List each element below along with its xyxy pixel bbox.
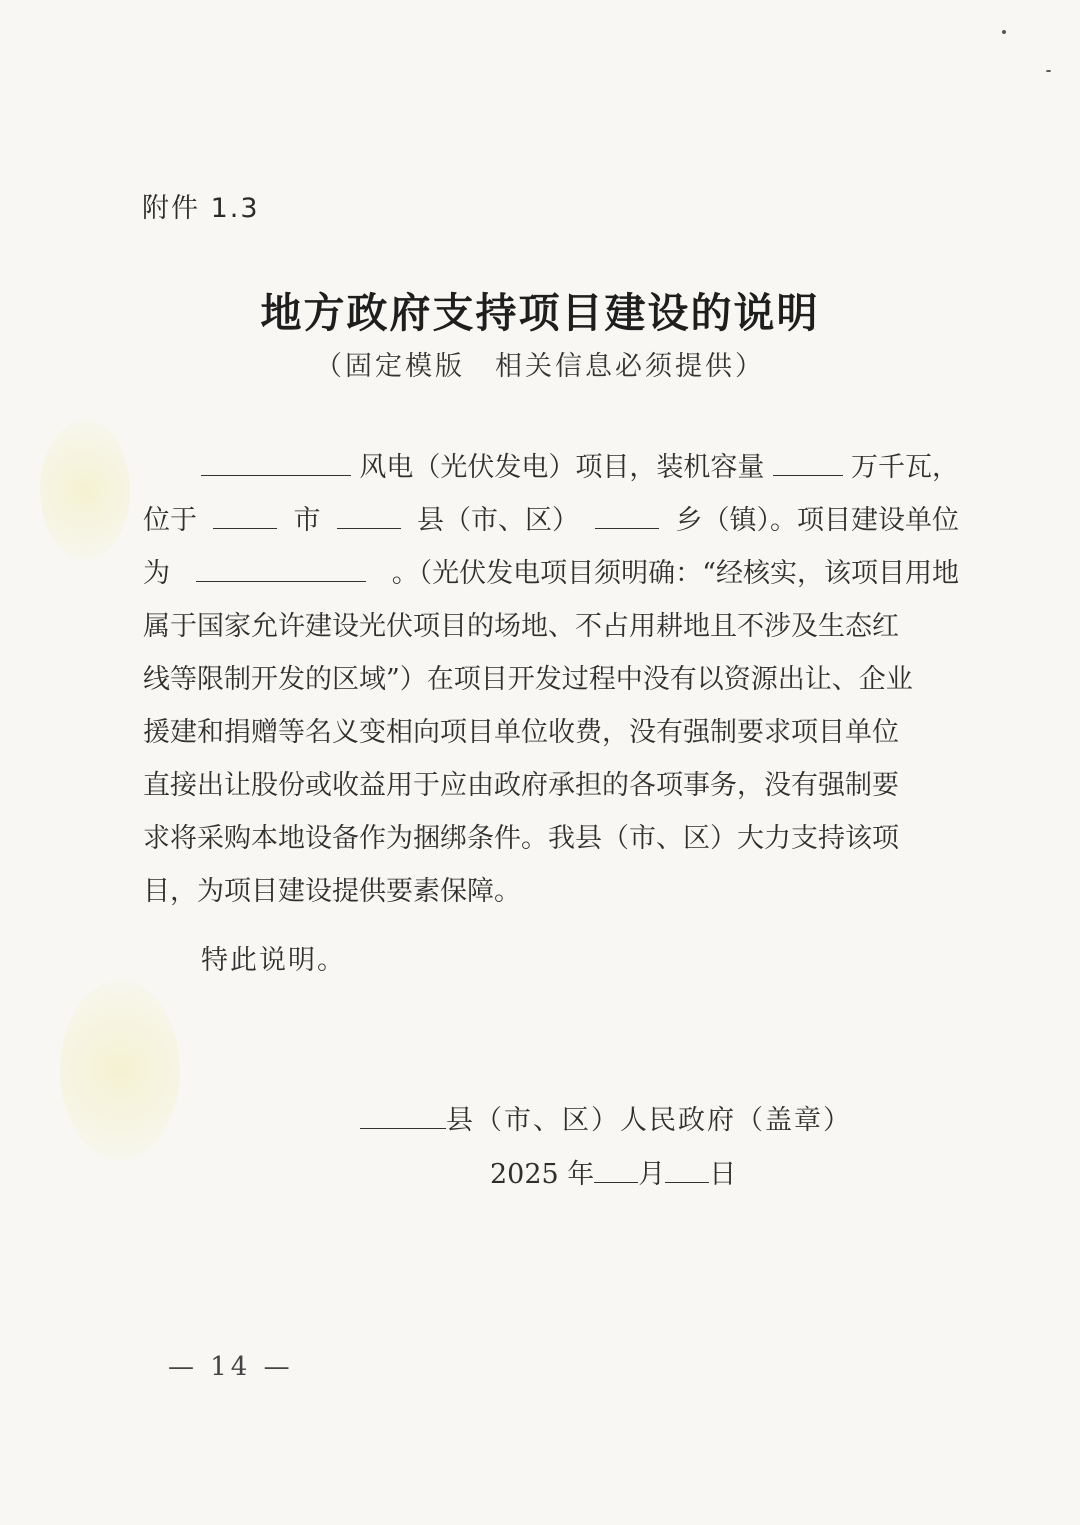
date-year: 2025 年: [490, 1159, 595, 1190]
body-line: [143, 551, 959, 604]
body-line: [143, 445, 959, 498]
body-line: [143, 869, 959, 922]
body-text: 援建和捐赠等名义变相向项目单位收费，没有强制要求项目单位: [143, 717, 899, 748]
body-line: [143, 498, 959, 551]
paper-stain: [40, 420, 130, 560]
date-month: 月: [638, 1159, 666, 1190]
capacity-blank: [773, 453, 843, 476]
paper-speck: [1046, 70, 1051, 72]
body-text: 求将采购本地设备作为捆绑条件。我县（市、区）大力支持该项: [143, 823, 899, 854]
body-text: 乡（镇）。项目建设单位: [675, 505, 959, 536]
city-blank: [213, 506, 277, 529]
document-body: [143, 445, 959, 922]
month-blank: [594, 1160, 638, 1183]
body-text: 万千瓦，: [850, 452, 959, 483]
body-text: 位于: [143, 505, 197, 536]
county-name-blank: [360, 1106, 446, 1129]
body-text: 风电（光伏发电）项目，装机容量: [359, 452, 765, 483]
body-line: [143, 763, 959, 816]
body-text: 为: [143, 558, 170, 589]
body-text: 。（光伏发电项目须明确：“经核实，该项目用地: [391, 558, 959, 589]
closing-text: 特此说明。: [201, 945, 346, 976]
paper-stain: [60, 980, 180, 1160]
body-line: [143, 657, 959, 710]
body-line: [143, 816, 959, 869]
date-day: 日: [709, 1159, 737, 1190]
body-text: 县（市、区）: [417, 505, 579, 536]
body-text: 直接出让股份或收益用于应由政府承担的各项事务，没有强制要: [143, 770, 899, 801]
attachment-label: 附件 1.3: [142, 193, 260, 224]
signature-line: [360, 1098, 852, 1137]
document-subtitle: （固定模版 相关信息必须提供）: [315, 351, 765, 382]
page-number: — 14 —: [168, 1352, 294, 1382]
paper-speck: [1002, 30, 1006, 34]
body-line: [143, 710, 959, 763]
town-blank: [595, 506, 659, 529]
day-blank: [665, 1160, 709, 1183]
signature-text: 县（市、区）人民政府（盖章）: [446, 1105, 852, 1136]
county-blank: [337, 506, 401, 529]
body-text: 目，为项目建设提供要素保障。: [143, 876, 521, 907]
body-text: 属于国家允许建设光伏项目的场地、不占用耕地且不涉及生态红: [143, 611, 899, 642]
body-text: 市: [293, 505, 321, 536]
builder-blank: [196, 559, 366, 582]
document-title: 地方政府支持项目建设的说明: [260, 289, 820, 337]
project-name-blank: [201, 453, 351, 476]
body-line: [143, 604, 959, 657]
body-text: 线等限制开发的区域”）在项目开发过程中没有以资源出让、企业: [143, 664, 913, 695]
date-line: [490, 1152, 736, 1191]
